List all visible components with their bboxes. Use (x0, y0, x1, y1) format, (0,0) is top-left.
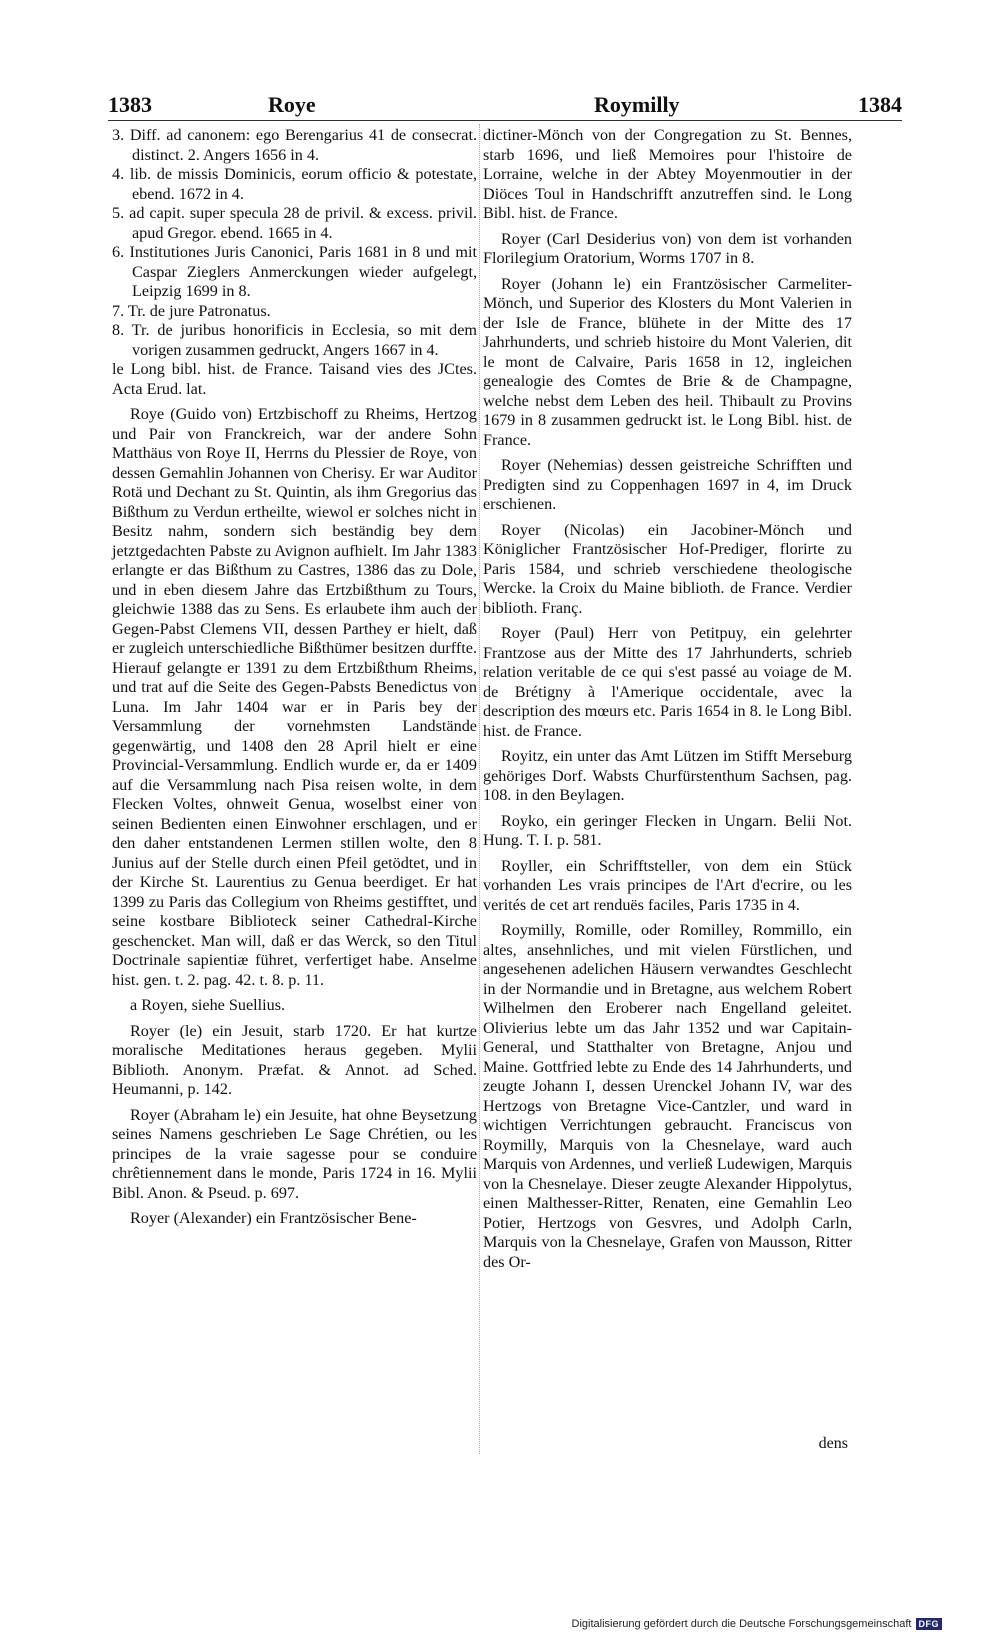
left-column (112, 126, 477, 1229)
right-column-paragraph-2: Royer (Johann le) ein Frantzösischer Carmeliter-Mönch, und Superior des Klosters du Mont Valerien in der Isle de France, blühete in der Mitte des 17 Jahrhunderts, und schrieb histoire du Mont Valerien, dit le mont de Calvaire, Paris 1658 in 12, ingleichen genealogie des Comtes de Brie & de Champagne, welche nebst dem Leben des heil. Thibault zu Provins 1679 in 8 zusammen gedruckt ist. le Long Bibl. hist. de France. (483, 274, 852, 449)
page-number-right: 1384 (858, 92, 902, 117)
left-column-paragraph-8: a Royen, siehe Suellius. (130, 996, 286, 1014)
right-column-paragraph-4: Royer (Nicolas) ein Jacobiner-Mönch und Königlicher Frantzösischer Hof-Prediger, florirte zu Paris 1584, und schrieb verschiedene theologische Wercke. la Croix du Maine biblioth. de France. Verdier biblioth. Franç. (483, 520, 852, 617)
right-column-paragraph-0: dictiner-Mönch von der Congregation zu St. Bennes, starb 1696, und ließ Memoires pour l'histoire de Lorraine, welche in der Abtey Moyenmoutier in der Diöces Toul in Handschrifft anzutreffen sind. le Long Bibl. hist. de France. (483, 126, 852, 222)
digitization-footer (572, 1618, 942, 1630)
right-column-paragraph-7: Royko, ein geringer Flecken in Ungarn. Belii Not. Hung. T. I. p. 581. (483, 811, 852, 849)
left-column-paragraph-7: Roye (Guido von) Ertzbischoff zu Rheims, Hertzog und Pair von Franckreich, war der andere Sohn Matthäus von Roye II, Herrns du Plessier de Roye, von dessen Gemahlin Johannen von Cherisy. Er war Auditor Rotä und Dechant zu St. Quintin, als ihm Gregorius das Bißthum zu Verdun ertheilte, wiewol er solches nicht in Besitz nahm, sondern sich beständig bey dem jetztgedachten Pabste zu Avignon aufhielt. Im Jahr 1383 erlangte er das Bißthum zu Castres, 1386 das zu Dole, und in eben diesem Jahre das Ertzbißthum zu Tours, gleichwie 1388 das zu Sens. Es erlaubete ihm auch der Gegen-Pabst Clemens VII, dessen Parthey er hielt, daß er zugleich unterschiedliche Bißthümer besitzen durffte. Hierauf gelangte er 1391 zu dem Ertzbißthum Rheims, und trat auf die Seite des Gegen-Pabsts Benedictus von Luna. Im Jahr 1404 war er in Paris bey der Versammlung der vornehmsten Landstände gegenwärtig, und 1408 den 28 April hielt er eine Provincial-Versammlung. Endlich wurde er, da er 1409 auf die Versammlung nach Pisa reisen wolte, in dem Flecken Voltes, ohnweit Genua, woselbst einer von seinen Bedienten einen Einwohner erschlagen, und er den daher entstandenen Lermen stillen wolte, den 8 Junius auf der Stelle durch einen Pfeil getödtet, und in der Kirche St. Laurentius zu Genua beerdiget. Er hat 1399 zu Paris das Collegium von Rheims gestifftet, und seine kostbare Biblioteck seiner Cathedral-Kirche geschencket. Man will, daß er das Werck, so den Titul Doctrinale sapientiæ führet, verfertiget habe. Anselme hist. gen. t. 2. pag. 42. t. 8. p. 11. (112, 405, 477, 989)
catchword: dens (818, 1435, 848, 1452)
left-column-paragraph-6: le Long bibl. hist. de France. Taisand vies des JCtes. Acta Erud. lat. (112, 360, 477, 398)
page-number-left: 1383 (108, 92, 152, 117)
right-column-paragraph-8: Royller, ein Schrifftsteller, von dem ein Stück vorhanden Les vrais principes de l'Art d'ecrire, ou les verités de cet art renduës faciles, Paris 1735 in 4. (483, 856, 852, 914)
left-column-paragraph-10: Royer (Abraham le) ein Jesuite, hat ohne Beysetzung seines Namens geschrieben Le Sage Chrétien, ou les principes de la vraie sagesse pour se conduire chrêtiennement dans le monde, Paris 1724 in 16. Mylii Bibl. Anon. & Pseud. p. 697. (112, 1105, 477, 1202)
right-column-paragraph-5: Royer (Paul) Herr von Petitpuy, ein gelehrter Frantzose aus der Mitte des 17 Jahrhunderts, schrieb relation veritable de ce qui s'est passé au voiage de M. de Brétigny à l'Amerique occidentale, avec la description des mœurs etc. Paris 1654 in 8. le Long Bibl. hist. de France. (483, 624, 852, 740)
running-head-right: Roymilly (594, 92, 680, 117)
header-rule (108, 120, 902, 121)
right-column-paragraph-9: Roymilly, Romille, oder Romilley, Rommillo, ein altes, ansehnliches, und mit vielen Fürstlichen, und angesehenen adelichen Häusern verwandtes Geschlecht in der Normandie und in Bretagne, aus welchem Robert Wilhelmen den Eroberer nach Engelland geleitet. Olivierius lebte um das Jahr 1352 und war Capitain-General, und Statthalter von Bretagne, Anjou und Maine. Gottfried lebte zu Ende des 14 Jahrhunderts, und zeugte Johann I, dessen Urenckel Johann IV, war des Hertzogs von Bretagne Vice-Cantzler, und ward in wichtigen Verrichtungen gebraucht. Franciscus von Roymilly, Marquis von la Chesnelaye, ward auch Marquis von Ardennes, und verließ Ludewigen, Marquis von la Chesnelaye. Dieser zeugte Alexander Hippolytus, einen Malthesser-Ritter, Renaten, eine Gemahlin Leo Potier, Hertzogs von Gesvres, und Adolph Carln, Marquis von la Chesnelaye, Grafen von Mausson, Ritter des Or- (483, 921, 852, 1271)
left-column-paragraph-4: 7. Tr. de jure Patronatus. (112, 301, 271, 320)
footer-credit: Digitalisierung gefördert durch die Deutsche Forschungsgemeinschaft (571, 1618, 912, 1630)
right-column-paragraph-3: Royer (Nehemias) dessen geistreiche Schrifften und Predigten sind zu Coppenhagen 1697 in 4, im Druck erschienen. (483, 456, 852, 513)
left-column-paragraph-9: Royer (le) ein Jesuit, starb 1720. Er hat kurtze moralische Meditationes heraus gegeben. Mylii Biblioth. Anonym. Præfat. & Annot. ad Sched. Heumanni, p. 142. (112, 1021, 477, 1098)
left-column-paragraph-2: 5. ad capit. super specula 28 de privil. & excess. privil. apud Gregor. ebend. 1665 in 4. (112, 204, 477, 242)
left-column-paragraph-1: 4. lib. de missis Dominicis, eorum officio & potestate, ebend. 1672 in 4. (112, 165, 477, 203)
left-column-paragraph-3: 6. Institutiones Juris Canonici, Paris 1681 in 8 und mit Caspar Zieglers Anmerckungen wieder aufgelegt, Leipzig 1699 in 8. (112, 243, 477, 300)
running-header (108, 92, 902, 120)
left-column-paragraph-0: 3. Diff. ad canonem: ego Berengarius 41 de consecrat. distinct. 2. Angers 1656 in 4. (112, 126, 477, 164)
right-column-paragraph-6: Royitz, ein unter das Amt Lützen im Stifft Merseburg gehöriges Dorf. Wabsts Churfürstenthum Sachsen, pag. 108. in den Beylagen. (483, 747, 852, 804)
left-column-paragraph-11: Royer (Alexander) ein Frantzösischer Bene- (130, 1209, 417, 1227)
dfg-logo-icon: DFG (916, 1618, 943, 1630)
right-column (483, 126, 852, 1272)
right-column-paragraph-1: Royer (Carl Desiderius von) von dem ist vorhanden Florilegium Oratorium, Worms 1707 in 8. (483, 229, 852, 267)
column-divider (479, 124, 480, 1454)
left-column-paragraph-5: 8. Tr. de juribus honorificis in Ecclesia, so mit dem vorigen zusammen gedruckt, Angers 1667 in 4. (112, 321, 477, 359)
running-head-left: Roye (268, 92, 316, 117)
